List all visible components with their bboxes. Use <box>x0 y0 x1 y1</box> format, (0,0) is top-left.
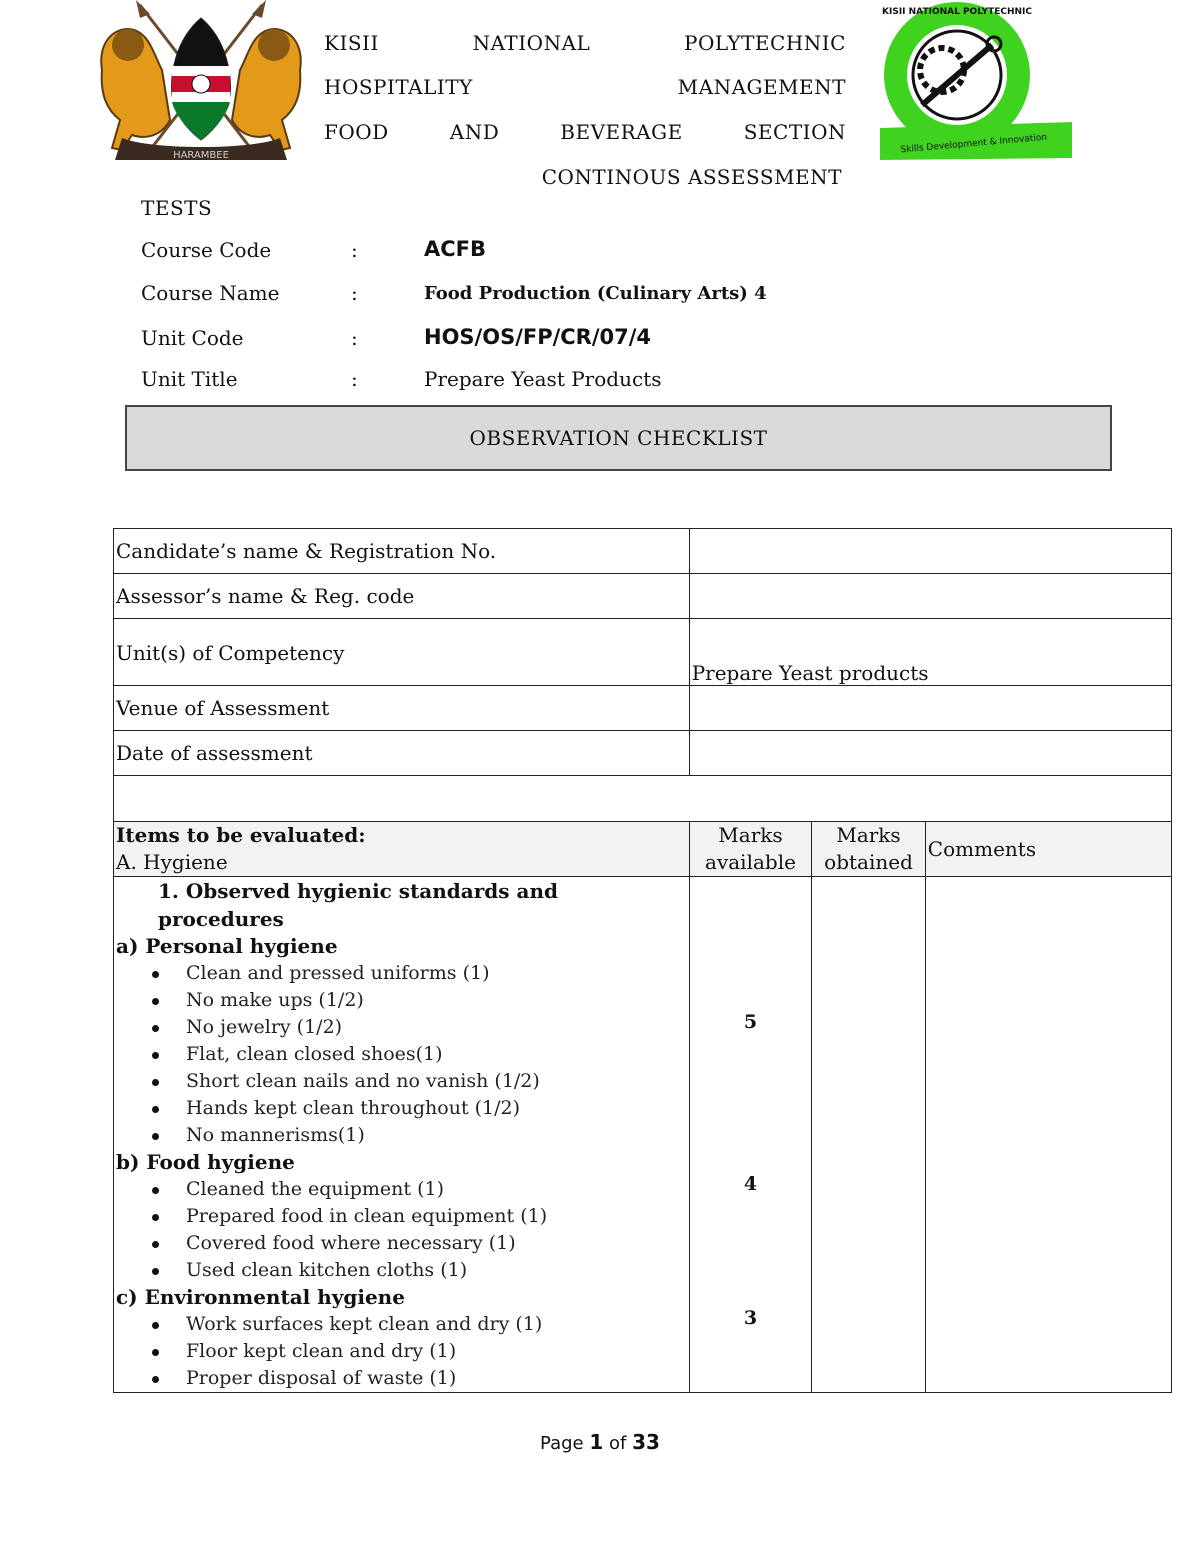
header-word: BEVERAGE <box>560 120 683 144</box>
list-item: Proper disposal of waste (1) <box>116 1365 687 1392</box>
marks-food-hygiene: 4 <box>743 1173 758 1195</box>
bullet-icon <box>152 1133 159 1140</box>
list-item: Floor kept clean and dry (1) <box>116 1338 687 1365</box>
info-label: Venue of Assessment <box>114 686 690 731</box>
coat-motto-text: HARAMBEE <box>173 150 229 161</box>
comments-cell[interactable] <box>925 877 1171 1393</box>
table-row <box>114 529 1172 574</box>
bullet-icon <box>152 998 159 1005</box>
eval-header-row <box>114 822 1172 877</box>
list-item: Used clean kitchen cloths (1) <box>116 1257 687 1284</box>
info-value[interactable] <box>689 686 1171 731</box>
course-code-sep: : <box>351 238 358 262</box>
kenya-coat-of-arms-icon <box>92 0 310 165</box>
bullet-icon <box>152 1349 159 1356</box>
page-total: 33 <box>632 1430 660 1454</box>
course-name-value: Food Production (Culinary Arts) 4 <box>424 283 767 304</box>
bullet-icon <box>152 971 159 978</box>
header-line-3 <box>324 120 846 144</box>
page-footer <box>0 1430 1200 1454</box>
list-item: Covered food where necessary (1) <box>116 1230 687 1257</box>
info-label: Assessor’s name & Reg. code <box>114 574 690 619</box>
eval-items-header <box>114 822 690 877</box>
marks-available-header: Marks available <box>689 822 812 877</box>
table-row <box>114 619 1172 686</box>
list-item: Short clean nails and no vanish (1/2) <box>116 1068 687 1095</box>
page-number: 1 <box>589 1430 604 1454</box>
course-code-label: Course Code <box>141 238 272 262</box>
bullet-icon <box>152 1268 159 1275</box>
observation-checklist-banner <box>125 405 1112 471</box>
header-word: KISII <box>324 31 379 55</box>
of-word: of <box>609 1433 627 1454</box>
list-item: Prepared food in clean equipment (1) <box>116 1203 687 1230</box>
logo-ring-text: KISII NATIONAL POLYTECHNIC <box>882 7 1032 17</box>
marks-obtained-header: Marks obtained <box>812 822 926 877</box>
marks-obtained-cell[interactable] <box>812 877 926 1393</box>
list-item: Cleaned the equipment (1) <box>116 1176 687 1203</box>
bullet-icon <box>152 1376 159 1383</box>
unit-title-label: Unit Title <box>141 367 238 391</box>
bullet-icon <box>152 1187 159 1194</box>
assessment-table <box>113 528 1172 1393</box>
list-item: Flat, clean closed shoes(1) <box>116 1041 687 1068</box>
header-line-4 <box>324 165 842 189</box>
unit-code-label: Unit Code <box>141 326 244 350</box>
header-word: CONTINOUS ASSESSMENT <box>541 165 842 189</box>
info-label: Candidate’s name & Registration No. <box>114 529 690 574</box>
info-value[interactable] <box>689 731 1171 776</box>
section-label: A. Hygiene <box>116 850 228 874</box>
comments-header: Comments <box>925 822 1171 877</box>
group-title: c) Environmental hygiene <box>116 1285 405 1309</box>
table-row <box>114 574 1172 619</box>
list-item: Work surfaces kept clean and dry (1) <box>116 1311 687 1338</box>
course-code-value: ACFB <box>424 237 487 261</box>
item-list <box>116 1176 687 1284</box>
info-value[interactable] <box>689 574 1171 619</box>
header-word: HOSPITALITY <box>324 75 473 99</box>
bullet-icon <box>152 1025 159 1032</box>
list-item: No mannerisms(1) <box>116 1122 687 1149</box>
header-word: MANAGEMENT <box>677 75 846 99</box>
eval-heading: 1. Observed hygienic standards and procedures <box>158 879 558 931</box>
group-title: a) Personal hygiene <box>116 934 338 958</box>
unit-title-value: Prepare Yeast Products <box>424 367 662 391</box>
bullet-icon <box>152 1106 159 1113</box>
bullet-icon <box>152 1214 159 1221</box>
table-row <box>114 686 1172 731</box>
polytechnic-logo-icon <box>862 0 1077 168</box>
header-word: FOOD <box>324 120 389 144</box>
info-label: Unit(s) of Competency <box>114 619 690 686</box>
bullet-icon <box>152 1079 159 1086</box>
table-row <box>114 731 1172 776</box>
header-word: POLYTECHNIC <box>684 31 846 55</box>
logo-banner-text: Skills Development & Innovation <box>900 132 1048 156</box>
eval-items-cell <box>114 877 690 1393</box>
list-item: No jewelry (1/2) <box>116 1014 687 1041</box>
list-item: No make ups (1/2) <box>116 987 687 1014</box>
group-title: b) Food hygiene <box>116 1150 295 1174</box>
table-spacer-row <box>114 776 1172 822</box>
course-name-sep: : <box>351 281 358 305</box>
header-word: AND <box>449 120 500 144</box>
unit-title-sep: : <box>351 367 358 391</box>
header-word: SECTION <box>743 120 846 144</box>
header-line-1 <box>324 31 846 55</box>
info-label: Date of assessment <box>114 731 690 776</box>
marks-available-cell <box>689 877 812 1393</box>
header-tests: TESTS <box>141 196 213 220</box>
marks-personal-hygiene: 5 <box>743 1011 758 1033</box>
marks-environmental-hygiene: 3 <box>743 1307 758 1329</box>
list-item: Clean and pressed uniforms (1) <box>116 960 687 987</box>
course-name-label: Course Name <box>141 281 280 305</box>
list-item: Hands kept clean throughout (1/2) <box>116 1095 687 1122</box>
eval-body-row <box>114 877 1172 1393</box>
unit-code-sep: : <box>351 326 358 350</box>
header-line-2 <box>324 75 846 99</box>
page-word: Page <box>540 1433 584 1454</box>
info-value[interactable]: Prepare Yeast products <box>689 619 1171 686</box>
items-label: Items to be evaluated: <box>116 823 366 847</box>
header-word: NATIONAL <box>472 31 591 55</box>
info-value[interactable] <box>689 529 1171 574</box>
checklist-title: OBSERVATION CHECKLIST <box>469 426 768 450</box>
item-list <box>116 1311 687 1392</box>
bullet-icon <box>152 1322 159 1329</box>
bullet-icon <box>152 1241 159 1248</box>
item-list <box>116 960 687 1149</box>
bullet-icon <box>152 1052 159 1059</box>
unit-code-value: HOS/OS/FP/CR/07/4 <box>424 325 652 349</box>
